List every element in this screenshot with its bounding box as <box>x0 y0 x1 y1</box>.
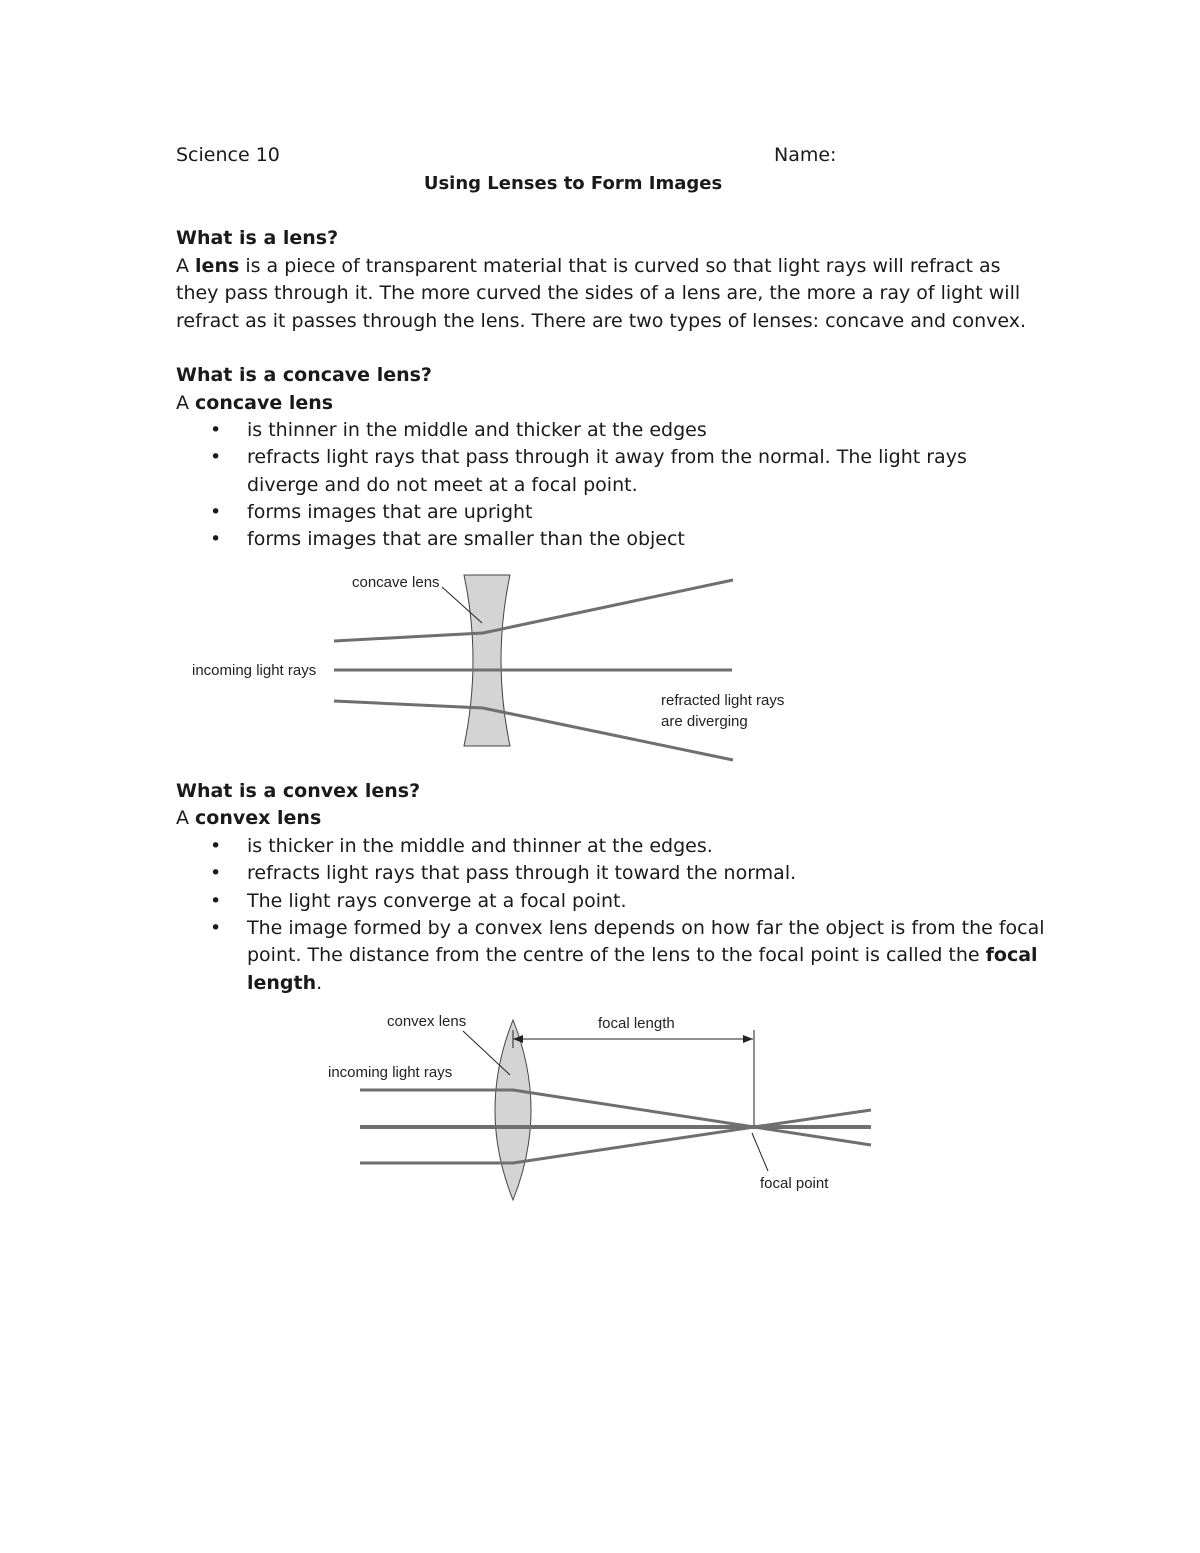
convex-bullet-3: The light rays converge at a focal point. <box>247 890 627 912</box>
concave-bullet-3: forms images that are upright <box>247 501 533 523</box>
convex-lens-label: convex lens <box>387 1013 467 1030</box>
focal-point-leader <box>752 1133 768 1171</box>
refracted-rays-label-1: refracted light rays <box>661 692 785 709</box>
convex-heading: What is a convex lens? <box>176 780 421 802</box>
lens-paragraph-line-3: refract as it passes through the lens. There are two types of lenses: concave and convex. <box>176 310 1027 332</box>
concave-intro: A concave lens <box>176 392 334 414</box>
refracted-rays-label-2: are diverging <box>661 713 748 730</box>
convex-bullet-4-end: length. <box>247 972 323 994</box>
bullet-dot: • <box>210 501 222 523</box>
bullet-dot: • <box>210 890 222 912</box>
bullet-dot: • <box>210 528 222 550</box>
concave-lens-shape <box>464 575 510 746</box>
concave-lens-label: concave lens <box>352 574 440 591</box>
concave-bullet-2-cont: diverge and do not meet at a focal point. <box>247 474 638 496</box>
course-label: Science 10 <box>176 144 280 166</box>
name-label: Name: <box>774 144 837 166</box>
convex-bullet-4-cont: point. The distance from the centre of the lens to the focal point is called the focal <box>247 944 1038 966</box>
page-title: Using Lenses to Form Images <box>423 173 723 194</box>
concave-bullet-1: is thinner in the middle and thicker at the edges <box>247 419 707 441</box>
convex-ray-bottom <box>360 1127 871 1163</box>
lens-paragraph-line-2: they pass through it. The more curved the sides of a lens are, the more a ray of light will <box>176 282 1021 304</box>
convex-lens-diagram <box>320 1005 880 1205</box>
lens-heading: What is a lens? <box>176 227 339 249</box>
focal-point-label: focal point <box>760 1175 829 1192</box>
convex-bullet-1: is thicker in the middle and thinner at the edges. <box>247 835 713 857</box>
incoming-rays-label: incoming light rays <box>192 662 317 679</box>
bullet-dot: • <box>210 446 222 468</box>
focal-length-label: focal length <box>598 1015 675 1032</box>
convex-bullet-2: refracts light rays that pass through it toward the normal. <box>247 862 797 884</box>
concave-bullet-2: refracts light rays that pass through it away from the normal. The light rays <box>247 446 967 468</box>
convex-ray-top <box>360 1090 871 1127</box>
concave-lens-diagram <box>180 565 800 770</box>
concave-bullet-4: forms images that are smaller than the object <box>247 528 685 550</box>
bullet-dot: • <box>210 835 222 857</box>
incoming-rays-label: incoming light rays <box>328 1064 453 1081</box>
focal-length-arrow-right <box>743 1035 753 1043</box>
convex-bullet-4: The image formed by a convex lens depends on how far the object is from the focal <box>247 917 1045 939</box>
concave-ray-bottom <box>334 701 733 760</box>
bullet-dot: • <box>210 419 222 441</box>
bullet-dot: • <box>210 917 222 939</box>
concave-heading: What is a concave lens? <box>176 364 432 386</box>
bullet-dot: • <box>210 862 222 884</box>
lens-paragraph-line-1: A lens is a piece of transparent material that is curved so that light rays will refract as <box>176 255 1001 277</box>
convex-intro: A convex lens <box>176 807 322 829</box>
